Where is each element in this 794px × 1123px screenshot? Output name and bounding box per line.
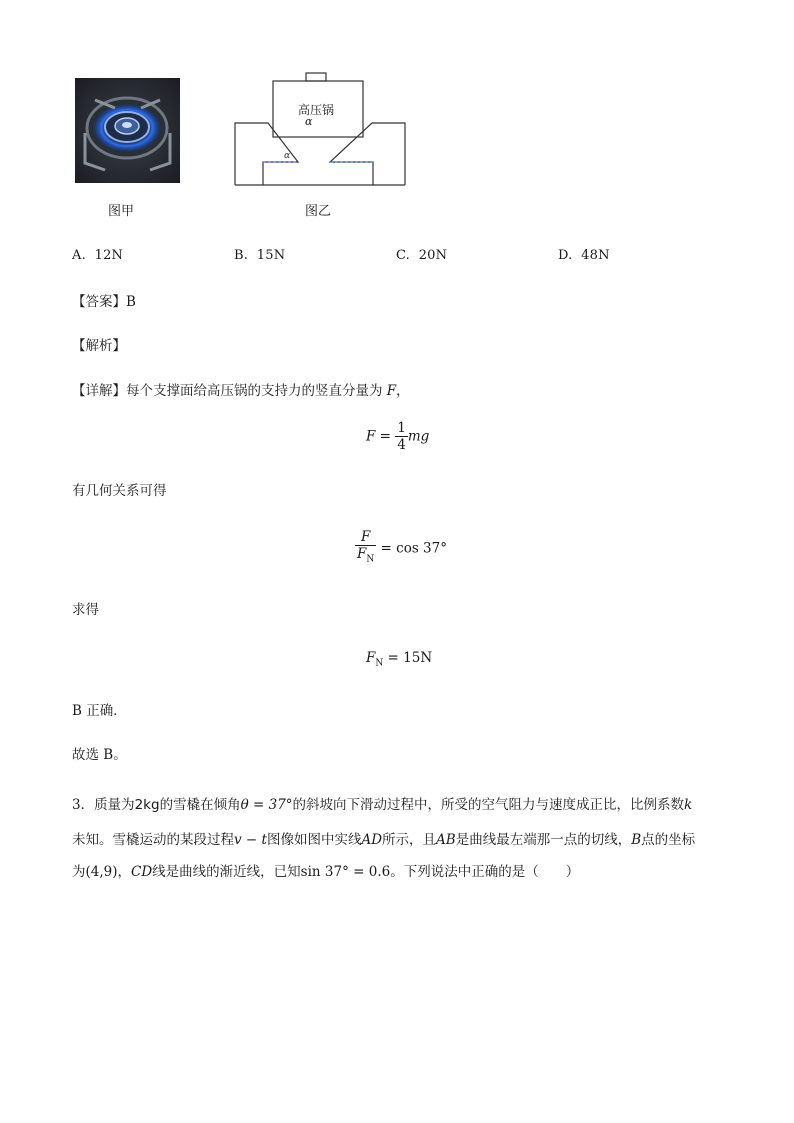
figure-b-diagram — [230, 70, 410, 190]
q3-text-3a: 为 — [72, 864, 86, 880]
option-b-letter: B. — [234, 248, 249, 263]
cooker-label: 高压锅 — [298, 103, 335, 117]
detail-line — [72, 381, 410, 401]
q3-angle: θ = 37° — [240, 797, 293, 813]
option-a — [72, 248, 123, 263]
correct-line: B 正确． — [72, 703, 127, 719]
eq2-fraction — [355, 529, 376, 568]
q3-text-2d: 是曲线最左端那一点的切线， — [455, 832, 632, 848]
option-c — [396, 248, 447, 263]
q3-line-1 — [72, 795, 692, 815]
eq2-numerator: F — [355, 529, 376, 546]
q3-text-2b: 图像如图中实线 — [266, 832, 362, 848]
option-d-text: 48N — [581, 248, 610, 263]
q3-ab: AB — [436, 832, 456, 848]
q3-text-1a: 3．质量为 — [72, 797, 135, 813]
q3-mass: 2kg — [134, 797, 160, 813]
q3-sin: sin 37° = 0.6 — [300, 864, 391, 880]
alpha-label: α — [305, 115, 313, 128]
q3-text-3d: 。下列说法中正确的是（ ） — [390, 864, 580, 880]
eq1-equals: = — [379, 428, 391, 445]
analysis-tag: 【解析】 — [72, 338, 126, 354]
q3-b: B — [631, 832, 642, 848]
figure-b-caption: 图乙 — [305, 204, 332, 219]
eq1-denominator: 4 — [397, 437, 406, 453]
answer-value: B — [126, 294, 136, 310]
q3-line-2 — [72, 830, 695, 850]
q3-text-3b: ， — [117, 864, 132, 880]
q3-k: k — [684, 797, 693, 813]
q3-line-3 — [72, 862, 579, 882]
option-c-letter: C. — [396, 248, 411, 263]
eq1-lhs: F — [366, 428, 376, 445]
option-b-text: 15N — [256, 248, 286, 263]
detail-comma: ， — [396, 383, 410, 399]
pressure-cooker-diagram — [230, 70, 410, 190]
option-d-letter: D. — [558, 248, 573, 263]
eq1-rhs: mg — [407, 428, 430, 445]
eq2-rhs: = cos 37° — [380, 540, 447, 557]
figure-a-caption: 图甲 — [108, 204, 135, 219]
eq3-rhs: = 15N — [387, 650, 433, 666]
detail-tag: 【详解】 — [72, 383, 126, 399]
detail-text: 每个支撑面给高压锅的支持力的竖直分量为 — [126, 383, 383, 399]
eq2-den-var: F — [357, 546, 367, 562]
eq1-numerator: 1 — [397, 420, 406, 436]
answer-tag: 【答案】 — [72, 294, 126, 310]
q3-text-2c: 所示，且 — [382, 832, 437, 848]
q3-coord: (4,9) — [85, 864, 118, 880]
alpha-small-label: α — [284, 151, 291, 161]
q3-cd: CD — [131, 864, 153, 880]
equation-1 — [366, 420, 429, 453]
equation-2 — [355, 529, 447, 568]
eq3-sub: N — [375, 658, 384, 669]
q3-vt: v − t — [234, 832, 267, 848]
equation-3 — [366, 650, 432, 669]
option-a-text: 12N — [94, 248, 124, 263]
q3-text-1b: 的雪橇在倾角 — [159, 797, 241, 813]
option-a-letter: A. — [72, 248, 86, 263]
eq1-fraction — [395, 420, 408, 453]
option-b — [234, 248, 285, 263]
choose-line: 故选 B。 — [72, 747, 127, 763]
q3-text-3c: 线是曲线的渐近线，已知 — [152, 864, 301, 880]
answer-line — [72, 292, 136, 312]
eq2-den-sub: N — [366, 554, 375, 565]
q3-text-2a: 未知。雪橇运动的某段过程 — [72, 832, 234, 848]
q3-text-2e: 点的坐标 — [641, 832, 696, 848]
figure-a-stove — [75, 78, 180, 183]
obtain-line: 求得 — [72, 602, 99, 618]
option-c-text: 20N — [418, 248, 448, 263]
geometry-line: 有几何关系可得 — [72, 483, 167, 499]
q3-ad: AD — [361, 832, 383, 848]
detail-var: F — [386, 383, 397, 399]
eq2-denominator — [355, 546, 376, 568]
stove-burner-image — [75, 78, 180, 183]
eq3-lhs: F — [366, 650, 376, 666]
q3-text-1c: 的斜坡向下滑动过程中，所受的空气阻力与速度成正比，比例系数 — [292, 797, 685, 813]
option-d — [558, 248, 610, 263]
